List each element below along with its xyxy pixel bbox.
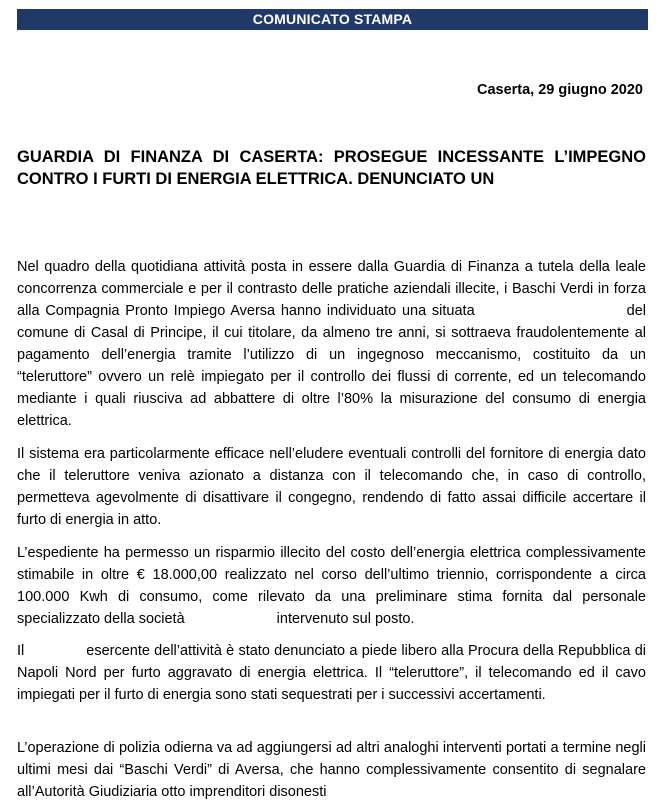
paragraph-3 bbox=[17, 542, 646, 630]
paragraph-3-part-a: L’espediente ha permesso un risparmio illecito del costo dell’energia elettrica complessivamente stimabile in oltre € 18.000,00 realizzato nel corso dell’ultimo triennio, corrispondente a circa 100.000 Kwh di consumo, come rilevato da una preliminare stima fornita dal personale specializzato della società bbox=[17, 545, 646, 627]
headline: GUARDIA DI FINANZA DI CASERTA: PROSEGUE INCESSANTE L’IMPEGNO CONTRO I FURTI DI ENERGIA ELETTRICA. DENUNCIATO UN bbox=[17, 148, 646, 188]
paragraph-2: Il sistema era particolarmente efficace nell’eludere eventuali controlli del fornitore di energia dato che il teleruttore veniva azionato a distanza con il telecomando che, in caso di controllo, permetteva agevolmente di disattivare il congegno, rendendo di fatto assai difficile accertare il furto di energia in atto. bbox=[17, 446, 646, 528]
paragraph-1-part-a: Nel quadro della quotidiana attività posta in essere dalla Guardia di Finanza a tutela della leale concorrenza commerciale e per il contrasto delle pratiche aziendali illecite, i Baschi Verdi in forza alla Compagnia Pronto Impiego Aversa hanno individuato una situata bbox=[17, 259, 646, 319]
paragraph-1 bbox=[17, 256, 646, 432]
press-release-banner: COMUNICATO STAMPA bbox=[17, 9, 648, 30]
paragraph-1-part-b: del comune di Casal di Principe, il cui titolare, da almeno tre anni, si sottraeva fraudolentemente al pagamento dell’energia tramite l’utilizzo di un ingegnoso meccanismo, costituito da un “teleruttore” ovvero un relè impiegato per il controllo dei flussi di corrente, ed un telecomando mediante i quali riusciva ad abbattere di oltre l’80% la misurazione del consumo di energia elettrica. bbox=[17, 303, 646, 429]
paragraph-3-part-b: intervenuto sul posto. bbox=[276, 611, 415, 627]
paragraph-4-part-b: esercente dell’attività è stato denunciato a piede libero alla Procura della Repubblica di Napoli Nord per furto aggravato di energia elettrica. Il “teleruttore”, il telecomando ed il cavo impiegati per il furto di energia sono stati sequestrati per i successivi accertamenti. bbox=[17, 643, 646, 703]
paragraph-4 bbox=[17, 640, 646, 706]
paragraph-4-part-a: Il bbox=[17, 643, 25, 659]
paragraph-5: L’operazione di polizia odierna va ad aggiungersi ad altri analoghi interventi portati a termine negli ultimi mesi dai “Baschi Verdi” di Aversa, che hanno complessivamente consentito di segnalare all’Autorità Giudiziaria otto imprenditori disonesti bbox=[17, 740, 646, 800]
document-date: Caserta, 29 giugno 2020 bbox=[476, 82, 643, 98]
